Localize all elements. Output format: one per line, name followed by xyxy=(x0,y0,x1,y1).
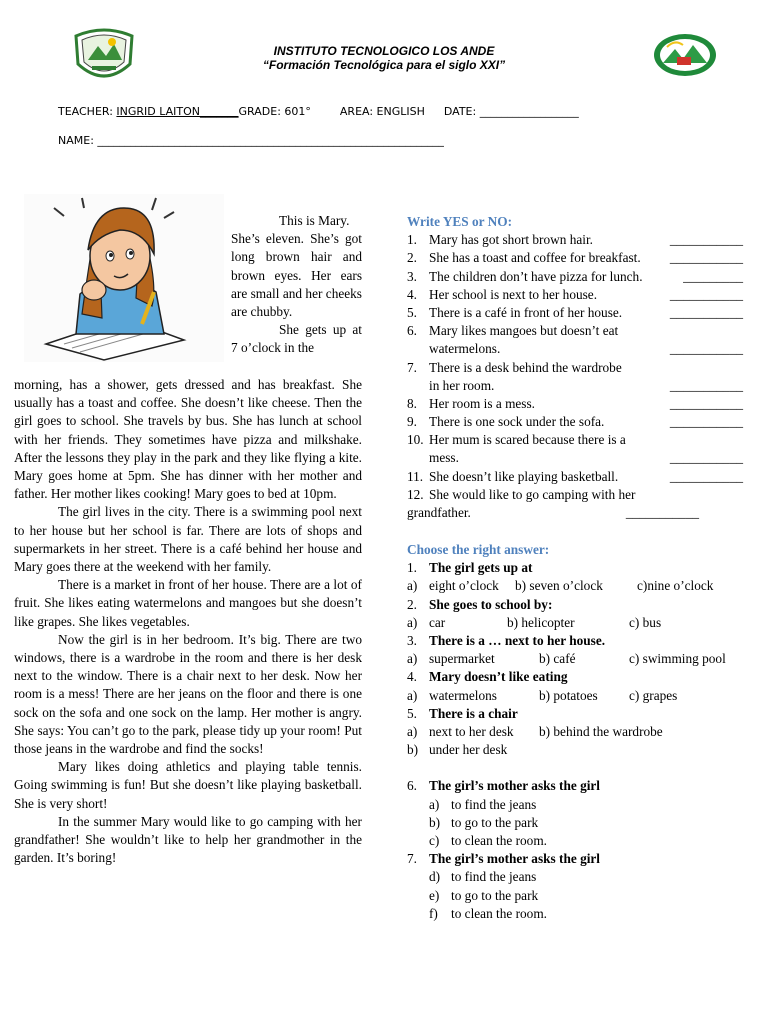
option[interactable]: b) café xyxy=(539,651,576,667)
item-number: 4. xyxy=(407,286,417,302)
item-number: 2. xyxy=(407,250,417,266)
yes-no-title: Write YES or NO: xyxy=(407,214,513,229)
item-text: Her mum is scared because there is a xyxy=(429,432,626,448)
grade: GRADE: 601° xyxy=(238,105,311,118)
story-paragraph: In the summer Mary would like to go camping with her grandfather! She wouldn’t like to help her grandmother in the garden. It’s boring! xyxy=(14,813,362,866)
option-letter: c) xyxy=(429,833,440,849)
answer-blank[interactable]: ___________ xyxy=(669,232,743,248)
answer-blank[interactable]: ___________ xyxy=(669,450,743,466)
yes-no-item-cont xyxy=(407,449,747,467)
item-number: 1. xyxy=(407,232,417,248)
options-1: a) eight o’clock b) seven o’clock c)nine o’clock xyxy=(407,577,747,595)
answer-option[interactable] xyxy=(407,868,747,886)
option[interactable]: b) potatoes xyxy=(539,687,598,703)
option[interactable]: next to her desk xyxy=(429,723,514,739)
yes-no-item xyxy=(407,286,747,304)
answer-blank[interactable]: ___________ xyxy=(669,341,743,357)
school-name: INSTITUTO TECNOLOGICO LOS ANDE xyxy=(273,44,495,58)
school-motto: “Formación Tecnológica para el siglo XXI” xyxy=(262,58,506,72)
answer-option[interactable] xyxy=(407,905,747,923)
question-6: 6. The girl’s mother asks the girl xyxy=(407,778,601,794)
institution-seal-logo xyxy=(653,33,717,77)
answer-blank[interactable]: ___________ xyxy=(669,414,743,430)
date-field[interactable]: DATE: __________________ xyxy=(443,105,579,118)
options-2: a) car b) helicopter c) bus xyxy=(407,614,747,632)
yes-no-item-cont xyxy=(407,377,747,395)
item-number: 12. xyxy=(407,486,424,502)
option-text: to find the jeans xyxy=(451,869,537,885)
item-number: 8. xyxy=(407,395,417,411)
story-paragraph: morning, has a shower, gets dressed and has breakfast. She usually has a toast and coffee. She doesn’t like cheese. Then the girl goes to school. She travels by bus. She has lunch at school with her friends. They sometimes have pizza and milkshake. After the lessons they play in the park and they like flying a kite. Mary goes home at 5pm. She has dinner with her mother and father. Her mother likes cooking! Mary goes to bed at 10pm. xyxy=(14,377,362,502)
option-text: to go to the park xyxy=(451,814,539,830)
choose-title: Choose the right answer: xyxy=(407,542,550,557)
option[interactable]: b) behind the wardrobe xyxy=(539,723,663,739)
answer-blank[interactable]: ___________ xyxy=(625,505,699,521)
option-letter: e) xyxy=(429,887,440,903)
option-letter: d) xyxy=(429,869,441,885)
yes-no-item xyxy=(407,268,747,286)
school-crest-logo xyxy=(70,26,138,88)
story-intro-3: She gets up at 7 o’clock in the xyxy=(231,322,362,356)
item-text: mess. xyxy=(429,450,459,466)
option-text: to find the jeans xyxy=(451,796,537,812)
item-number: 10. xyxy=(407,432,424,448)
option-text: to go to the park xyxy=(451,887,539,903)
answer-option[interactable] xyxy=(407,796,747,814)
story-paragraph: Now the girl is in her bedroom. It’s big. There are two windows, there is a wardrobe in the room and there is her desk next to the window. There is a chair next to her desk. Now her room is a mess! There are her jeans on the floor and there is one sock on the sofa and one sock on the lamp. Her mother is angry. She says: You can’t go to the park, please tidy up your room! Put those jeans in the wardrobe and find the socks! xyxy=(14,631,362,757)
options-5b: b) under her desk xyxy=(407,741,747,759)
item-text: There is a café in front of her house. xyxy=(429,304,623,320)
question-2: 2. She goes to school by: xyxy=(407,596,553,612)
option[interactable]: car xyxy=(429,614,446,630)
item-number: 6. xyxy=(407,323,417,339)
option[interactable]: eight o’clock xyxy=(429,578,499,594)
yes-no-item xyxy=(407,322,747,340)
item-text: Her school is next to her house. xyxy=(429,286,598,302)
option[interactable]: c)nine o’clock xyxy=(637,578,714,594)
answer-option[interactable] xyxy=(407,832,747,850)
yes-no-item xyxy=(407,231,747,249)
option-text: to clean the room. xyxy=(451,833,547,849)
story-intro xyxy=(231,212,362,358)
question-1: 1. The girl gets up at xyxy=(407,560,533,576)
story-intro-2: She’s eleven. She’s got long brown hair and brown eyes. Her ears are small and her cheeks are chubby. xyxy=(231,231,362,320)
story-paragraph: The girl lives in the city. There is a swimming pool next to her house but her school is far. There are lots of shops and supermarkets in her street. There is a café behind her house and Mary goes there at the weekend with her family. xyxy=(14,504,362,575)
option-letter: a) xyxy=(429,796,440,812)
choose-section xyxy=(407,541,747,923)
item-text: Mary has got short brown hair. xyxy=(429,232,593,248)
answer-blank[interactable]: ___________ xyxy=(669,468,743,484)
options-3: a) supermarket b) café c) swimming pool xyxy=(407,650,747,668)
teacher-label: TEACHER: xyxy=(58,105,113,118)
yes-no-section xyxy=(407,213,747,522)
item-text: Mary likes mangoes but doesn’t eat xyxy=(429,323,619,339)
yes-no-item xyxy=(407,486,747,504)
option[interactable]: supermarket xyxy=(429,651,495,667)
yes-no-item xyxy=(407,468,747,486)
answer-blank[interactable]: ___________ xyxy=(669,286,743,302)
yes-no-item xyxy=(407,249,747,267)
option[interactable]: watermelons xyxy=(429,687,497,703)
story-paragraph: Mary likes doing athletics and playing table tennis. Going swimming is fun! But she doesn’t like playing basketball. She is very short! xyxy=(14,759,362,811)
option[interactable]: c) bus xyxy=(629,614,662,630)
yes-no-item xyxy=(407,304,747,322)
item-text: grandfather. xyxy=(407,505,471,521)
yes-no-item xyxy=(407,413,747,431)
options-5: a) next to her desk b) behind the wardrobe xyxy=(407,723,747,741)
story-intro-1: This is Mary. xyxy=(279,213,350,228)
question-5: 5. There is a chair xyxy=(407,705,518,721)
option[interactable]: c) swimming pool xyxy=(629,651,726,667)
item-text: Her room is a mess. xyxy=(429,395,535,411)
item-text: The children don’t have pizza for lunch. xyxy=(429,268,643,284)
item-number: 5. xyxy=(407,304,417,320)
answer-option[interactable] xyxy=(407,887,747,905)
question-3: 3. There is a … next to her house. xyxy=(407,632,606,648)
item-number: 3. xyxy=(407,268,417,284)
item-text: She would like to go camping with her xyxy=(429,486,636,502)
story-paragraph: There is a market in front of her house. There are a lot of fruit. She likes eating watermelons and mangoes but she doesn’t like grapes. She likes vegetables. xyxy=(14,577,362,629)
girl-illustration xyxy=(24,194,224,362)
area: AREA: ENGLISH xyxy=(339,105,425,118)
option[interactable]: under her desk xyxy=(429,742,508,758)
answer-blank[interactable]: ___________ xyxy=(669,377,743,393)
item-text: She doesn’t like playing basketball. xyxy=(429,468,619,484)
option[interactable]: b) helicopter xyxy=(507,614,575,630)
item-text: There is one sock under the sofa. xyxy=(429,414,605,430)
yes-no-item-cont xyxy=(407,340,747,358)
answer-option[interactable] xyxy=(407,814,747,832)
teacher-name: INGRID LAITON_______ xyxy=(116,105,239,118)
option-letter: f) xyxy=(429,905,438,921)
item-number: 11. xyxy=(407,468,424,484)
question-4: 4. Mary doesn’t like eating xyxy=(407,669,568,685)
answer-blank[interactable]: ___________ xyxy=(669,304,743,320)
story-body xyxy=(14,376,362,867)
options-4: a) watermelons b) potatoes c) grapes xyxy=(407,687,747,705)
question-7: 7. The girl’s mother asks the girl xyxy=(407,851,601,867)
info-line xyxy=(58,105,579,118)
answer-blank[interactable]: ___________ xyxy=(669,395,743,411)
item-text: She has a toast and coffee for breakfast. xyxy=(429,250,641,266)
item-text: watermelons. xyxy=(429,341,501,357)
yes-no-item-cont xyxy=(407,504,747,522)
option-letter: b) xyxy=(429,814,441,830)
option[interactable]: c) grapes xyxy=(629,687,678,703)
item-number: 9. xyxy=(407,414,417,430)
answer-blank[interactable]: ___________ xyxy=(669,250,743,266)
name-field[interactable]: NAME: _______________________________________________________________ xyxy=(58,134,444,147)
item-text: in her room. xyxy=(429,377,495,393)
item-number: 7. xyxy=(407,359,417,375)
yes-no-item xyxy=(407,395,747,413)
option[interactable]: b) seven o’clock xyxy=(515,578,603,594)
option-text: to clean the room. xyxy=(451,905,547,921)
yes-no-item xyxy=(407,431,747,449)
answer-blank[interactable]: _________ xyxy=(683,268,743,284)
item-text: There is a desk behind the wardrobe xyxy=(429,359,622,375)
yes-no-item xyxy=(407,359,747,377)
